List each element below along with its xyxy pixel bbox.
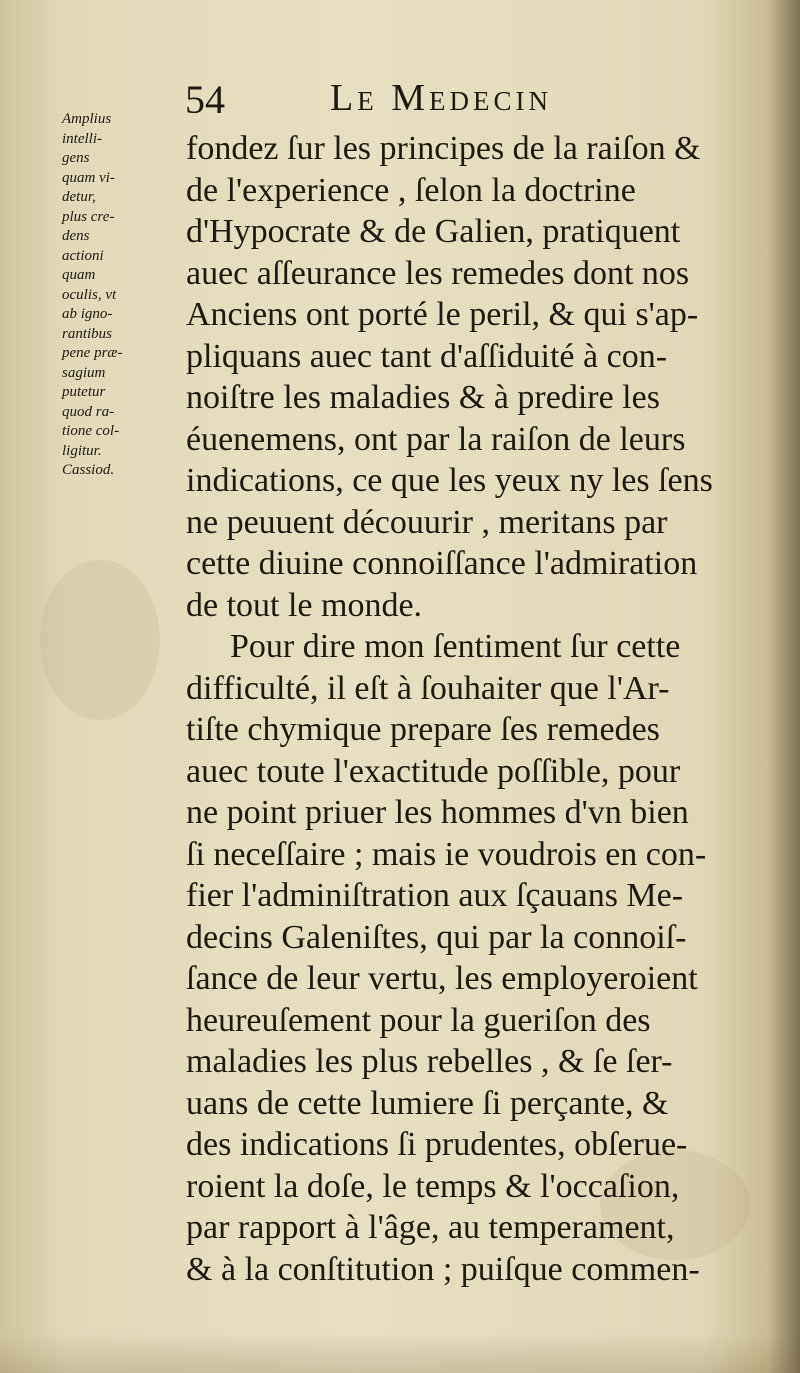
text-line: ſance de leur vertu, les employeroient [186,960,698,997]
text-line: & à la conſtitution ; puiſque commen- [186,1250,700,1288]
marginal-note-line: quam vi- [62,169,115,186]
text-line: des indications ſi prudentes, obſerue- [186,1126,688,1163]
marginal-note-line: sagium [62,364,106,381]
text-line: par rapport à l'âge, au temperament, [186,1209,675,1246]
body-text [186,128,776,1290]
page-number: 54 [185,77,225,122]
text-line: decins Galeniſtes, qui par la connoiſ- [186,918,687,956]
page-header [185,70,785,126]
text-line: ſi neceſſaire ; mais ie voudrois en con- [186,835,707,873]
text-line: d'Hypocrate & de Galien, pratiquent [186,213,681,250]
marginal-note-line: plus cre- [62,208,115,225]
running-title: Le Medecin [330,77,552,119]
text-line: auec toute l'exactitude poſſible, pour [186,752,681,790]
text-line: ne peuuent découurir , meritans par [186,503,668,541]
marginal-note-line: oculis, vt [62,286,117,303]
text-line: pliquans auec tant d'aſſiduité à con- [186,337,668,375]
text-line: heureuſement pour la gueriſon des [186,1001,651,1039]
marginal-note-line: quod ra- [62,403,115,420]
marginal-note-line: dens [62,228,90,244]
text-line: noiſtre les maladies & à predire les [186,379,660,416]
marginal-note-line: detur, [62,189,96,205]
text-line: tiſte chymique prepare ſes remedes [186,711,660,748]
marginal-note-line: tione col- [62,423,120,439]
paper-stain [40,560,160,720]
marginal-note [62,110,180,481]
marginal-note-line: quam [62,267,96,283]
marginal-note-line: intelli- [62,130,102,147]
text-line: de tout le monde. [186,586,423,624]
marginal-note-line: Amplius [62,111,112,127]
marginal-note-line: Cassiod. [62,462,115,478]
text-line: fondez ſur les principes de la raiſon & [186,130,701,167]
text-line-indented: Pour dire mon ſentiment ſur cette [230,628,681,665]
marginal-note-line: rantibus [62,325,113,342]
text-line: uans de cette lumiere ſi perçante, & [186,1084,669,1122]
text-line: auec aſſeurance les remedes dont nos [186,254,690,292]
marginal-note-line: pene præ- [62,345,123,361]
marginal-note-line: gens [62,150,90,166]
text-line: éuenemens, ont par la raiſon de leurs [186,420,686,458]
text-line: ne point priuer les hommes d'vn bien [186,794,689,831]
marginal-note-line: ab igno- [62,306,113,322]
text-line: fier l'adminiſtration aux ſçauans Me- [186,877,684,914]
text-line: de l'experience , ſelon la doctrine [186,171,636,209]
text-line: cette diuine connoiſſance l'admiration [186,545,698,582]
text-line: Anciens ont porté le peril, & qui s'ap- [186,296,699,333]
text-line: difficulté, il eſt à ſouhaiter que l'Ar- [186,669,670,707]
marginal-note-line: putetur [62,384,106,400]
text-line: maladies les plus rebelles , & ſe ſer- [186,1043,673,1080]
marginal-note-line: ligitur. [62,442,102,459]
marginal-note-line: actioni [62,247,104,264]
text-line: roient la doſe, le temps & l'occaſion, [186,1167,680,1205]
text-line: indications, ce que les yeux ny les ſens [186,462,713,499]
